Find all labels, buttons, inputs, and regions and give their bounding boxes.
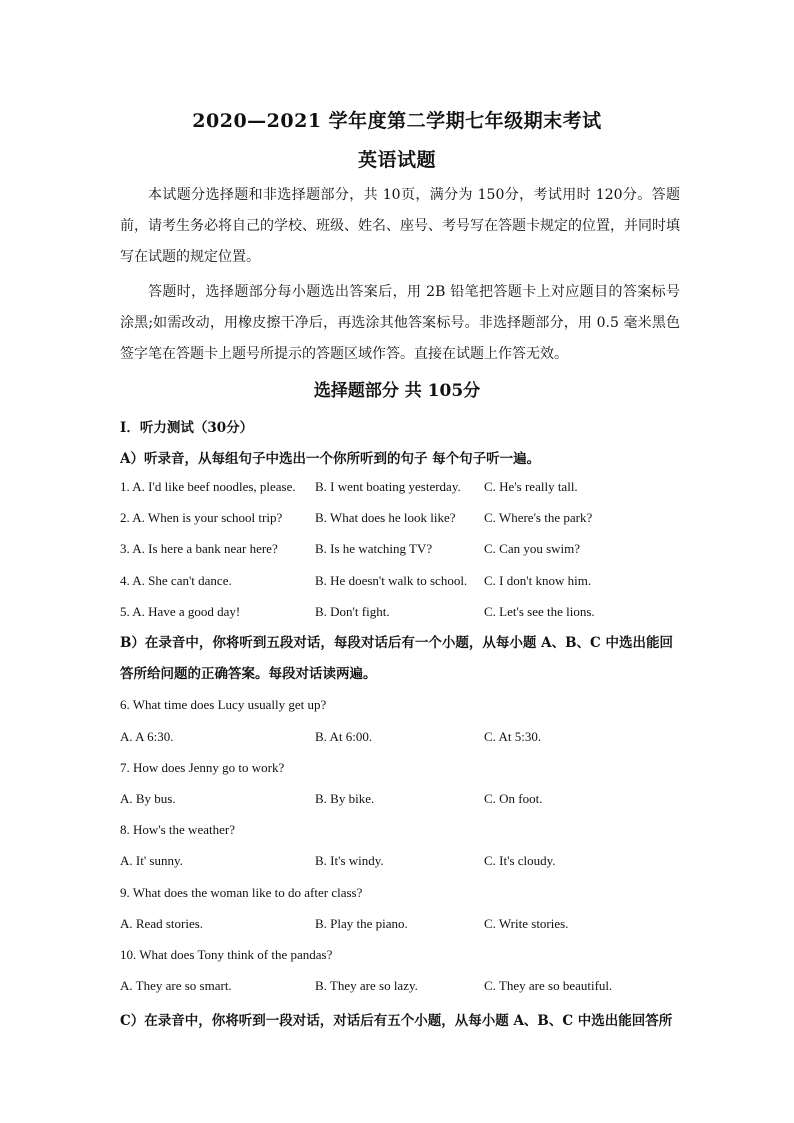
exam-subtitle: 英语试题 — [357, 149, 436, 171]
question-option-b: B. Is he watching TV? — [315, 541, 433, 556]
question-option-a: A. They are so smart. — [120, 978, 232, 993]
question-option-b: B. It's windy. — [315, 853, 384, 868]
question-text: 6. What time does Lucy usually get up? — [120, 697, 327, 712]
question-text: 10. What does Tony think of the pandas? — [120, 947, 333, 962]
question-option-c: C. It's cloudy. — [484, 853, 556, 868]
question-text: 7. How does Jenny go to work? — [120, 760, 285, 775]
part1-heading: I．听力测试（30分） — [120, 420, 254, 436]
question-option-c: C. He's really tall. — [484, 479, 578, 494]
question-option-a: A. By bus. — [120, 791, 176, 806]
question-text: 8. How's the weather? — [120, 822, 235, 837]
question-option-b: B. They are so lazy. — [315, 978, 418, 993]
question-option-c: C. Write stories. — [484, 916, 569, 931]
question-option-b: B. He doesn't walk to school. — [315, 573, 468, 588]
question-option-a: 1. A. I'd like beef noodles, please. — [120, 479, 296, 494]
question-option-b: B. Don't fight. — [315, 604, 390, 619]
question-option-c: C. Where's the park? — [484, 510, 593, 525]
part1-a-heading: A）听录音，从每组句子中选出一个你所听到的句子 每个句子听一遍。 — [120, 451, 541, 467]
part1-c-heading: C）在录音中，你将听到一段对话，对话后有五个小题，从每小题 A、B、C 中选出能回答所 — [120, 1013, 673, 1029]
section-title: 选择题部分 共 105分 — [313, 381, 481, 401]
part1-b-heading: B）在录音中，你将听到五段对话，每段对话后有一个小题，从每小题 A、B、C 中选出能回答所给问题的正确答案。每段对话读两遍。 — [120, 635, 673, 682]
question-option-b: B. By bike. — [315, 791, 375, 806]
question-option-b: B. At 6:00. — [315, 729, 373, 744]
question-option-a: A. Read stories. — [120, 916, 204, 931]
question-option-c: C. On foot. — [484, 791, 543, 806]
question-text: 9. What does the woman like to do after class? — [120, 885, 363, 900]
exam-title: 2020—2021 学年度第二学期七年级期末考试 — [192, 110, 602, 132]
question-option-c: C. They are so beautiful. — [484, 978, 613, 993]
question-option-c: C. At 5:30. — [484, 729, 542, 744]
question-option-c: C. I don't know him. — [484, 573, 592, 588]
question-option-a: 3. A. Is here a bank near here? — [120, 541, 278, 556]
question-option-b: B. Play the piano. — [315, 916, 408, 931]
question-option-c: C. Can you swim? — [484, 541, 581, 556]
question-option-b: B. What does he look like? — [315, 510, 456, 525]
question-option-a: 2. A. When is your school trip? — [120, 510, 283, 525]
question-option-a: A. It' sunny. — [120, 853, 183, 868]
question-option-b: B. I went boating yesterday. — [315, 479, 461, 494]
question-option-a: 5. A. Have a good day! — [120, 604, 241, 619]
instructions-paragraph-2: 答题时，选择题部分每小题选出答案后，用 2B 铅笔把答题卡上对应题目的答案标号涂黑;如需改动，用橡皮擦干净后，再选涂其他答案标号。非选择题部分，用 0.5 毫米黑色签字笔在答题卡上题号所提示的答题区域作答。直接在试题上作答无效。 — [120, 284, 680, 362]
question-option-c: C. Let's see the lions. — [484, 604, 595, 619]
question-option-a: A. A 6:30. — [120, 729, 174, 744]
question-option-a: 4. A. She can't dance. — [120, 573, 232, 588]
instructions-paragraph-1: 本试题分选择题和非选择题部分，共 10页，满分为 150分，考试用时 120分。答题前，请考生务必将自己的学校、班级、姓名、座号、考号写在答题卡规定的位置，并同时填写在试题的规定位置。 — [120, 187, 680, 265]
